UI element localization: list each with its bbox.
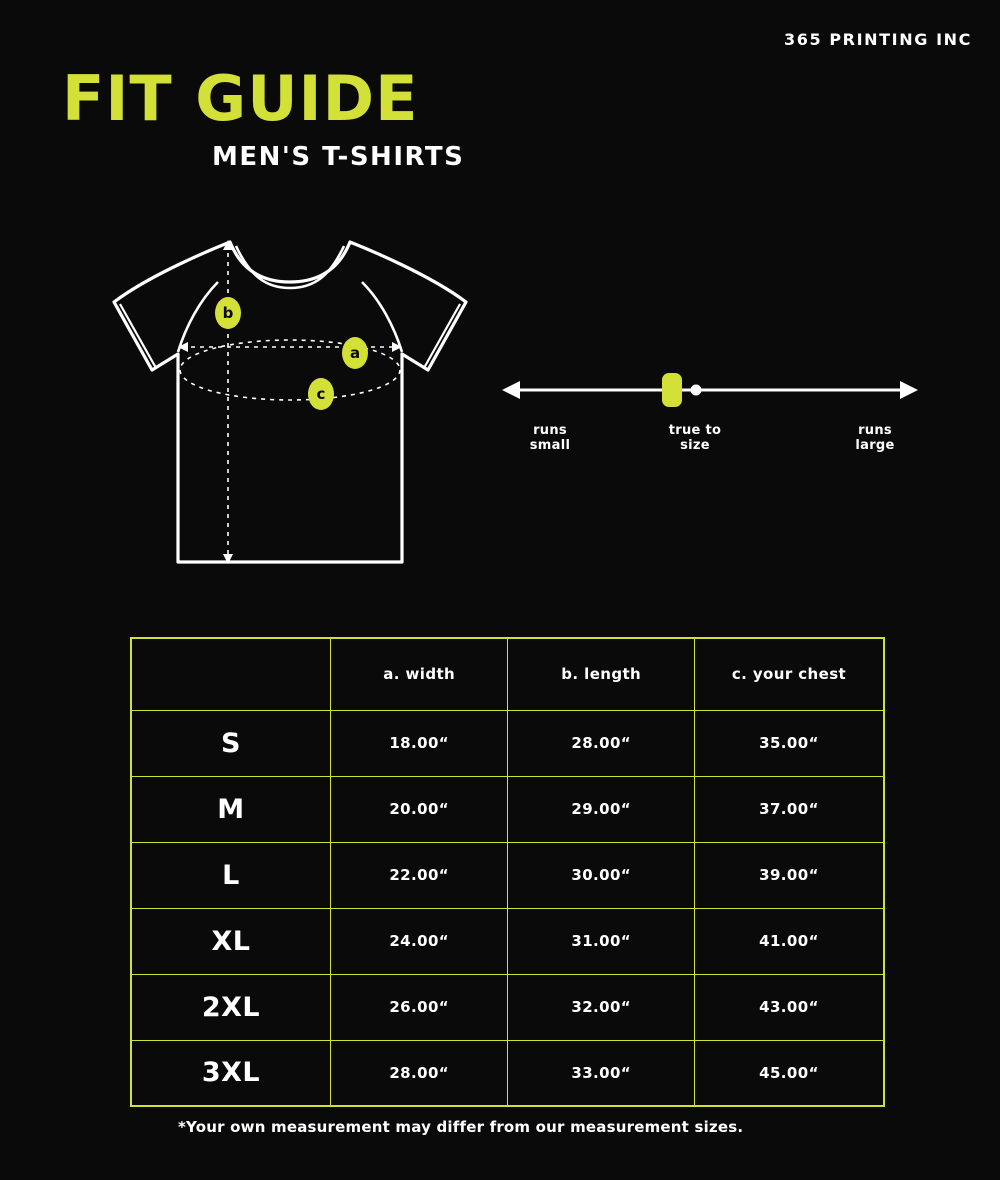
cell-size: M <box>131 776 330 842</box>
cell-width: 24.00“ <box>330 908 508 974</box>
cell-width: 18.00“ <box>330 710 508 776</box>
fit-scale-axis-icon <box>500 355 920 425</box>
cell-size: 3XL <box>131 1040 330 1106</box>
brand-name: 365 PRINTING INC <box>783 30 972 49</box>
cell-length: 32.00“ <box>508 974 695 1040</box>
cell-chest: 39.00“ <box>694 842 884 908</box>
cell-size: 2XL <box>131 974 330 1040</box>
table-header-row <box>131 638 884 710</box>
tshirt-diagram <box>90 220 490 590</box>
page-subtitle: MEN'S T-SHIRTS <box>212 142 465 172</box>
footnote: *Your own measurement may differ from our measurement sizes. <box>178 1118 744 1136</box>
column-header-chest: c. your chest <box>694 638 884 710</box>
cell-width: 22.00“ <box>330 842 508 908</box>
cell-length: 28.00“ <box>508 710 695 776</box>
fit-label-true-to-size-line2: size <box>680 438 710 453</box>
column-header-size <box>131 638 330 710</box>
tshirt-outline-icon <box>90 220 490 590</box>
fit-label-true-to-size <box>645 423 745 453</box>
cell-length: 31.00“ <box>508 908 695 974</box>
size-table <box>130 637 885 1107</box>
table-row <box>131 974 884 1040</box>
badge-c: c <box>308 378 334 410</box>
fit-label-true-to-size-line1: true to <box>668 423 722 438</box>
cell-width: 20.00“ <box>330 776 508 842</box>
fit-label-runs-small-line1: runs <box>533 423 567 438</box>
cell-chest: 35.00“ <box>694 710 884 776</box>
table-row <box>131 1040 884 1106</box>
page-title: FIT GUIDE <box>62 62 419 135</box>
cell-chest: 43.00“ <box>694 974 884 1040</box>
table-row <box>131 908 884 974</box>
cell-chest: 41.00“ <box>694 908 884 974</box>
column-header-width: a. width <box>330 638 508 710</box>
table-row <box>131 776 884 842</box>
fit-label-runs-small <box>500 423 600 453</box>
fit-label-runs-small-line2: small <box>529 438 571 453</box>
fit-scale <box>500 355 920 475</box>
fit-label-runs-large <box>830 423 920 453</box>
table-row <box>131 710 884 776</box>
cell-length: 33.00“ <box>508 1040 695 1106</box>
column-header-length: b. length <box>508 638 695 710</box>
cell-width: 28.00“ <box>330 1040 508 1106</box>
cell-size: S <box>131 710 330 776</box>
cell-chest: 45.00“ <box>694 1040 884 1106</box>
cell-width: 26.00“ <box>330 974 508 1040</box>
table-row <box>131 842 884 908</box>
fit-label-runs-large-line2: large <box>855 438 895 453</box>
fit-label-runs-large-line1: runs <box>858 423 892 438</box>
badge-b: b <box>215 297 241 329</box>
cell-size: L <box>131 842 330 908</box>
cell-chest: 37.00“ <box>694 776 884 842</box>
fit-scale-labels <box>500 423 920 463</box>
badge-a: a <box>342 337 368 369</box>
cell-size: XL <box>131 908 330 974</box>
size-table-wrapper <box>130 637 885 1107</box>
cell-length: 29.00“ <box>508 776 695 842</box>
cell-length: 30.00“ <box>508 842 695 908</box>
